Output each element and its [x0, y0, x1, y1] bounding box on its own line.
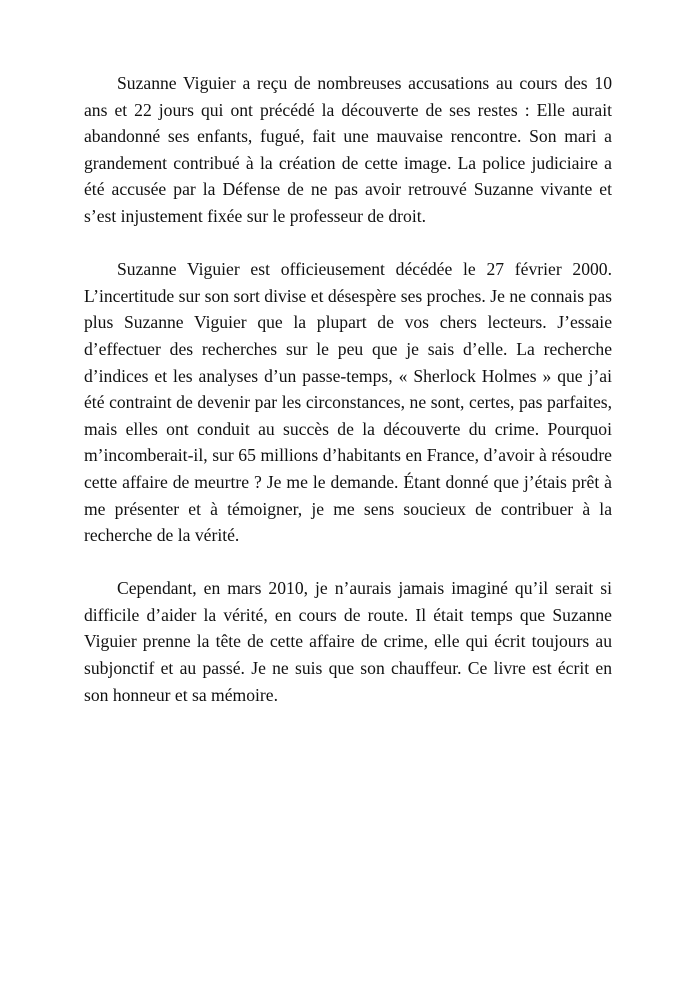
- paragraph-1: Suzanne Viguier a reçu de nombreuses accusations au cours des 10 ans et 22 jours qui ont précédé la découverte de ses restes : Elle aurait abandonné ses enfants, fugué, fait une mauvaise rencontre. Son mari a grandement contribué à la création de cette image. La police judiciaire a été accusée par la Défense de ne pas avoir retrouvé Suzanne vivante et s’est injustement fixée sur le professeur de droit.: [84, 73, 612, 226]
- paragraph-2: Suzanne Viguier est officieusement décédée le 27 février 2000. L’incertitude sur son sort divise et désespère ses proches. Je ne connais pas plus Suzanne Viguier que la plupart de vos chers lecteurs. J’essaie d’effectuer des recherches sur le peu que je sais d’elle. La recherche d’indices et les analyses d’un passe-temps, « Sherlock Holmes » que j’ai été contraint de devenir par les circonstances, ne sont, certes, pas parfaites, mais elles ont conduit au succès de la découverte du crime. Pourquoi m’incomberait-il, sur 65 millions d’habitants en France, d’avoir à résoudre cette affaire de meurtre ? Je me le demande. Étant donné que j’étais prêt à me présenter et à témoigner, je me sens soucieux de contribuer à la recherche de la vérité.: [84, 259, 612, 546]
- paragraph-3: Cependant, en mars 2010, je n’aurais jamais imaginé qu’il serait si difficile d’aider la vérité, en cours de route. Il était temps que Suzanne Viguier prenne la tête de cette affaire de crime, elle qui écrit toujours au subjonctif et au passé. Je ne suis que son chauffeur. Ce livre est écrit en son honneur et sa mémoire.: [84, 578, 612, 705]
- body-text: [84, 70, 612, 708]
